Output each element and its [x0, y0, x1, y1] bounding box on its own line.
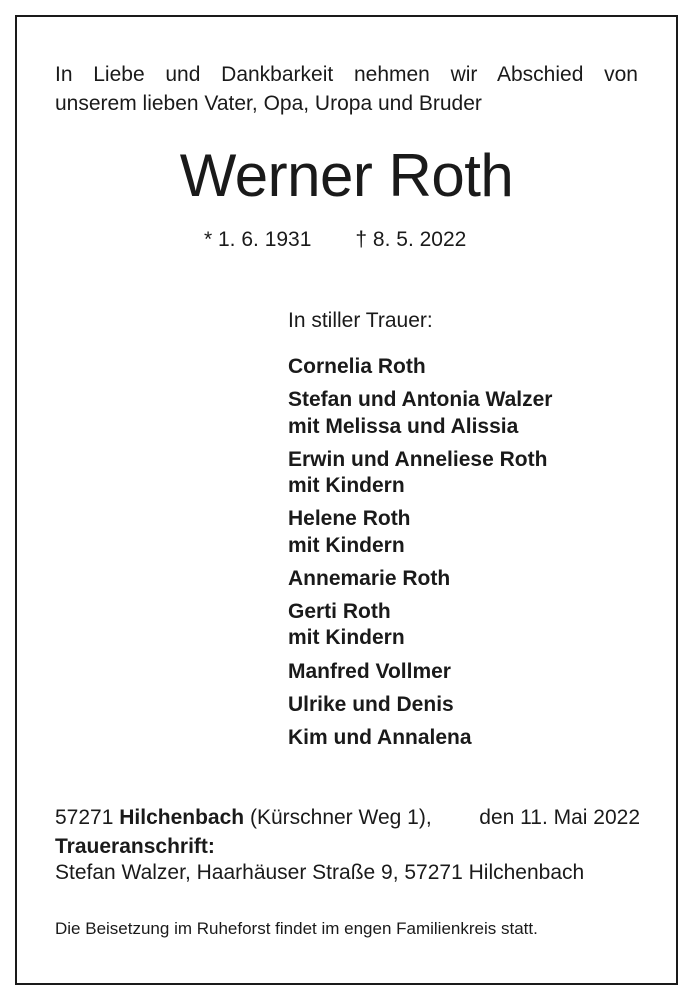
place-date-line: [55, 804, 640, 831]
life-dates: [204, 226, 466, 254]
intro-text: [55, 60, 638, 118]
postcode: 57271: [55, 806, 114, 829]
mourner-entry: [288, 447, 552, 500]
mourner-addition: mit Kindern: [288, 533, 405, 557]
mourner-entry: [288, 659, 552, 686]
mourner-name: Cornelia Roth: [288, 355, 426, 378]
mourner-addition: mit Kindern: [288, 474, 405, 498]
mourners-list: [288, 354, 552, 758]
mourner-name: Kim und Annalena: [288, 725, 472, 749]
mourner-addition: mit Kindern: [288, 626, 405, 650]
address-heading: Traueranschrift:: [55, 835, 215, 858]
mourner-entry: [288, 692, 552, 719]
death-date: † 8. 5. 2022: [355, 228, 467, 251]
mourner-entry: [288, 725, 552, 752]
mourner-entry: [288, 506, 552, 559]
mourner-addition: mit Melissa und Alissia: [288, 414, 519, 438]
mourner-name: Annemarie Roth: [288, 566, 451, 590]
deceased-name: Werner Roth: [179, 142, 514, 209]
mourner-entry: [288, 566, 552, 593]
street: (Kürschner Weg 1),: [249, 806, 432, 829]
mourner-name: Ulrike und Denis: [288, 692, 454, 716]
mourner-entry: [288, 387, 552, 440]
mourning-heading: In stiller Trauer:: [288, 309, 433, 332]
notice-date: den 11. Mai 2022: [479, 806, 640, 829]
mourner-entry: [288, 599, 552, 652]
mourner-name: Gerti Roth: [288, 599, 391, 623]
mourner-name: Manfred Vollmer: [288, 659, 451, 683]
mourning-address: Stefan Walzer, Haarhäuser Straße 9, 57271 Hilchenbach: [55, 861, 585, 884]
intro-line-2: unserem lieben Vater, Opa, Uropa und Bruder: [55, 92, 482, 115]
mourner-name: Stefan und Antonia Walzer: [288, 388, 553, 412]
intro-line-1: In Liebe und Dankbarkeit nehmen wir Abschied von: [55, 63, 638, 86]
mourner-name: Erwin und Anneliese Roth: [288, 447, 548, 471]
birth-date: * 1. 6. 1931: [204, 228, 312, 251]
mourner-entry: [288, 354, 552, 381]
town: Hilchenbach: [119, 806, 245, 829]
burial-note: Die Beisetzung im Ruheforst findet im engen Familienkreis statt.: [55, 919, 538, 938]
mourner-name: Helene Roth: [288, 507, 411, 531]
